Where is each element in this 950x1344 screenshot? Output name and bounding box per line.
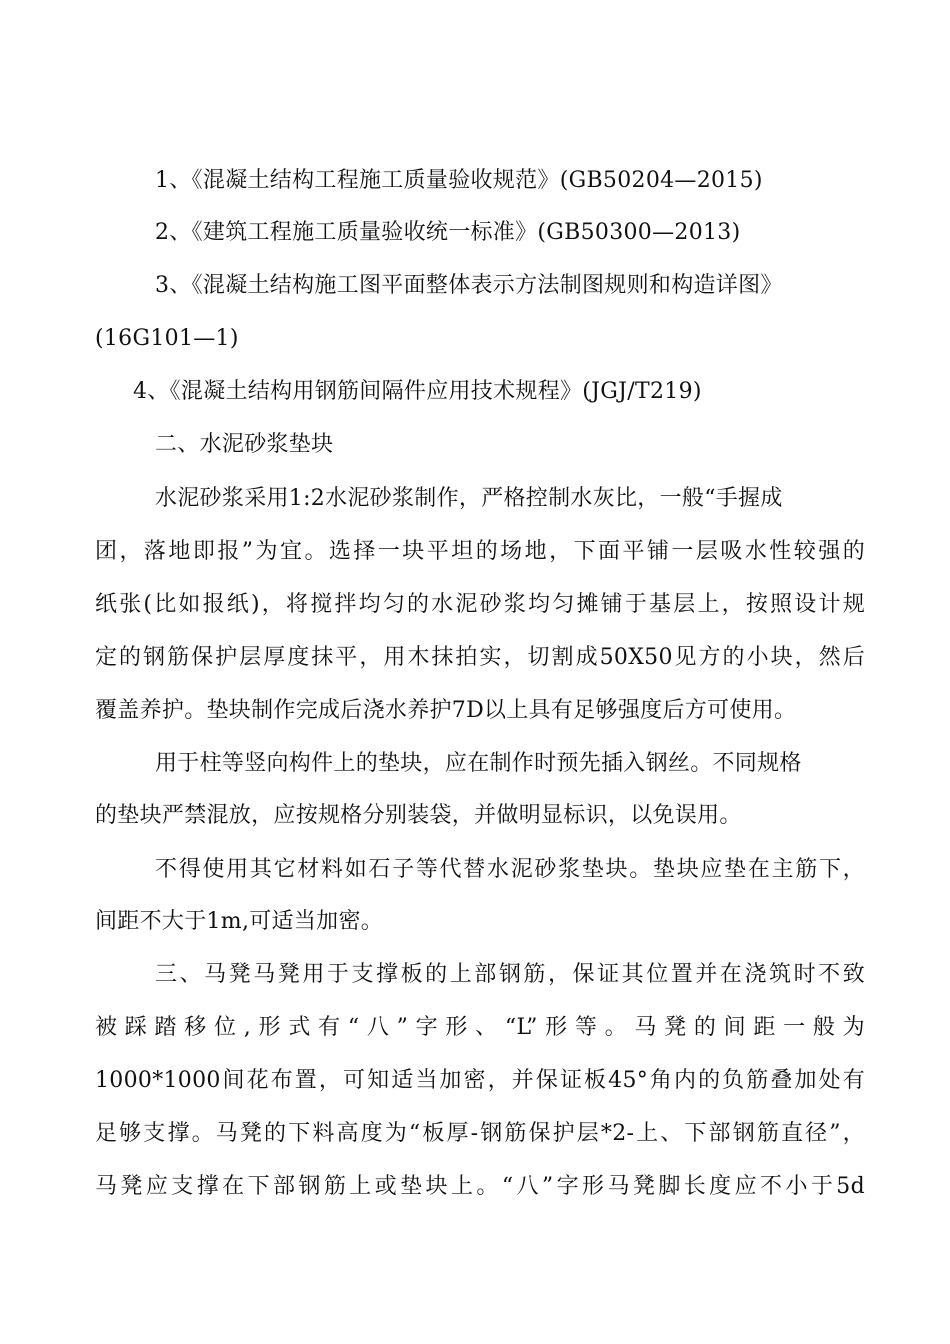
paragraph-line: 纸张(比如报纸)，将搅拌均匀的水泥砂浆均匀摊铺于基层上，按照设计规: [95, 592, 865, 617]
paragraph-line: 水泥砂浆采用1:2水泥砂浆制作，严格控制水灰比，一般“手握成: [155, 486, 783, 511]
paragraph-line: 间距不大于1m,可适当加密。: [95, 909, 384, 934]
paragraph-line: 马凳应支撑在下部钢筋上或垫块上。“八”字形马凳脚长度应不小于5d: [95, 1174, 865, 1199]
paragraph-line: 1000*1000间花布置，可知适当加密，并保证板45°角内的负筋叠加处有: [95, 1068, 865, 1093]
paragraph-line: 团，落地即报”为宜。选择一块平坦的场地，下面平铺一层吸水性较强的: [95, 539, 865, 564]
paragraph-line: 覆盖养护。垫块制作完成后浇水养护7D以上具有足够强度后方可使用。: [95, 698, 797, 723]
paragraph-line: 用于柱等竖向构件上的垫块，应在制作时预先插入钢丝。不同规格: [155, 751, 802, 776]
section-heading-mortar-pads: 二、水泥砂浆垫块: [155, 432, 334, 457]
reference-item-3-code: (16G101—1): [95, 326, 239, 351]
reference-item-1: 1、《混凝土结构工程施工质量验收规范》(GB50204—2015): [155, 168, 763, 193]
reference-item-3: 3、《混凝土结构施工图平面整体表示方法制图规则和构造详图》: [155, 273, 783, 298]
paragraph-line: 足够支撑。马凳的下料高度为“板厚-钢筋保护层*2-上、下部钢筋直径”，: [95, 1121, 865, 1146]
reference-item-4: 4、《混凝土结构用钢筋间隔件应用技术规程》(JGJ/T219): [133, 379, 702, 404]
paragraph-line: 定的钢筋保护层厚度抹平，用木抹拍实，切割成50X50见方的小块，然后: [95, 645, 865, 670]
paragraph-line: 被踩踏移位,形式有“八”字形、“L”形等。马凳的间距一般为: [95, 1015, 865, 1040]
paragraph-line: 的垫块严禁混放，应按规格分别装袋，并做明显标识，以免误用。: [95, 803, 742, 828]
reference-item-2: 2、《建筑工程施工质量验收统一标准》(GB50300—2013): [155, 220, 741, 245]
section-heading-chair-supports: 三、马凳马凳用于支撑板的上部钢筋，保证其位置并在浇筑时不致: [155, 962, 865, 987]
paragraph-line: 不得使用其它材料如石子等代替水泥砂浆垫块。垫块应垫在主筋下，: [155, 857, 865, 882]
